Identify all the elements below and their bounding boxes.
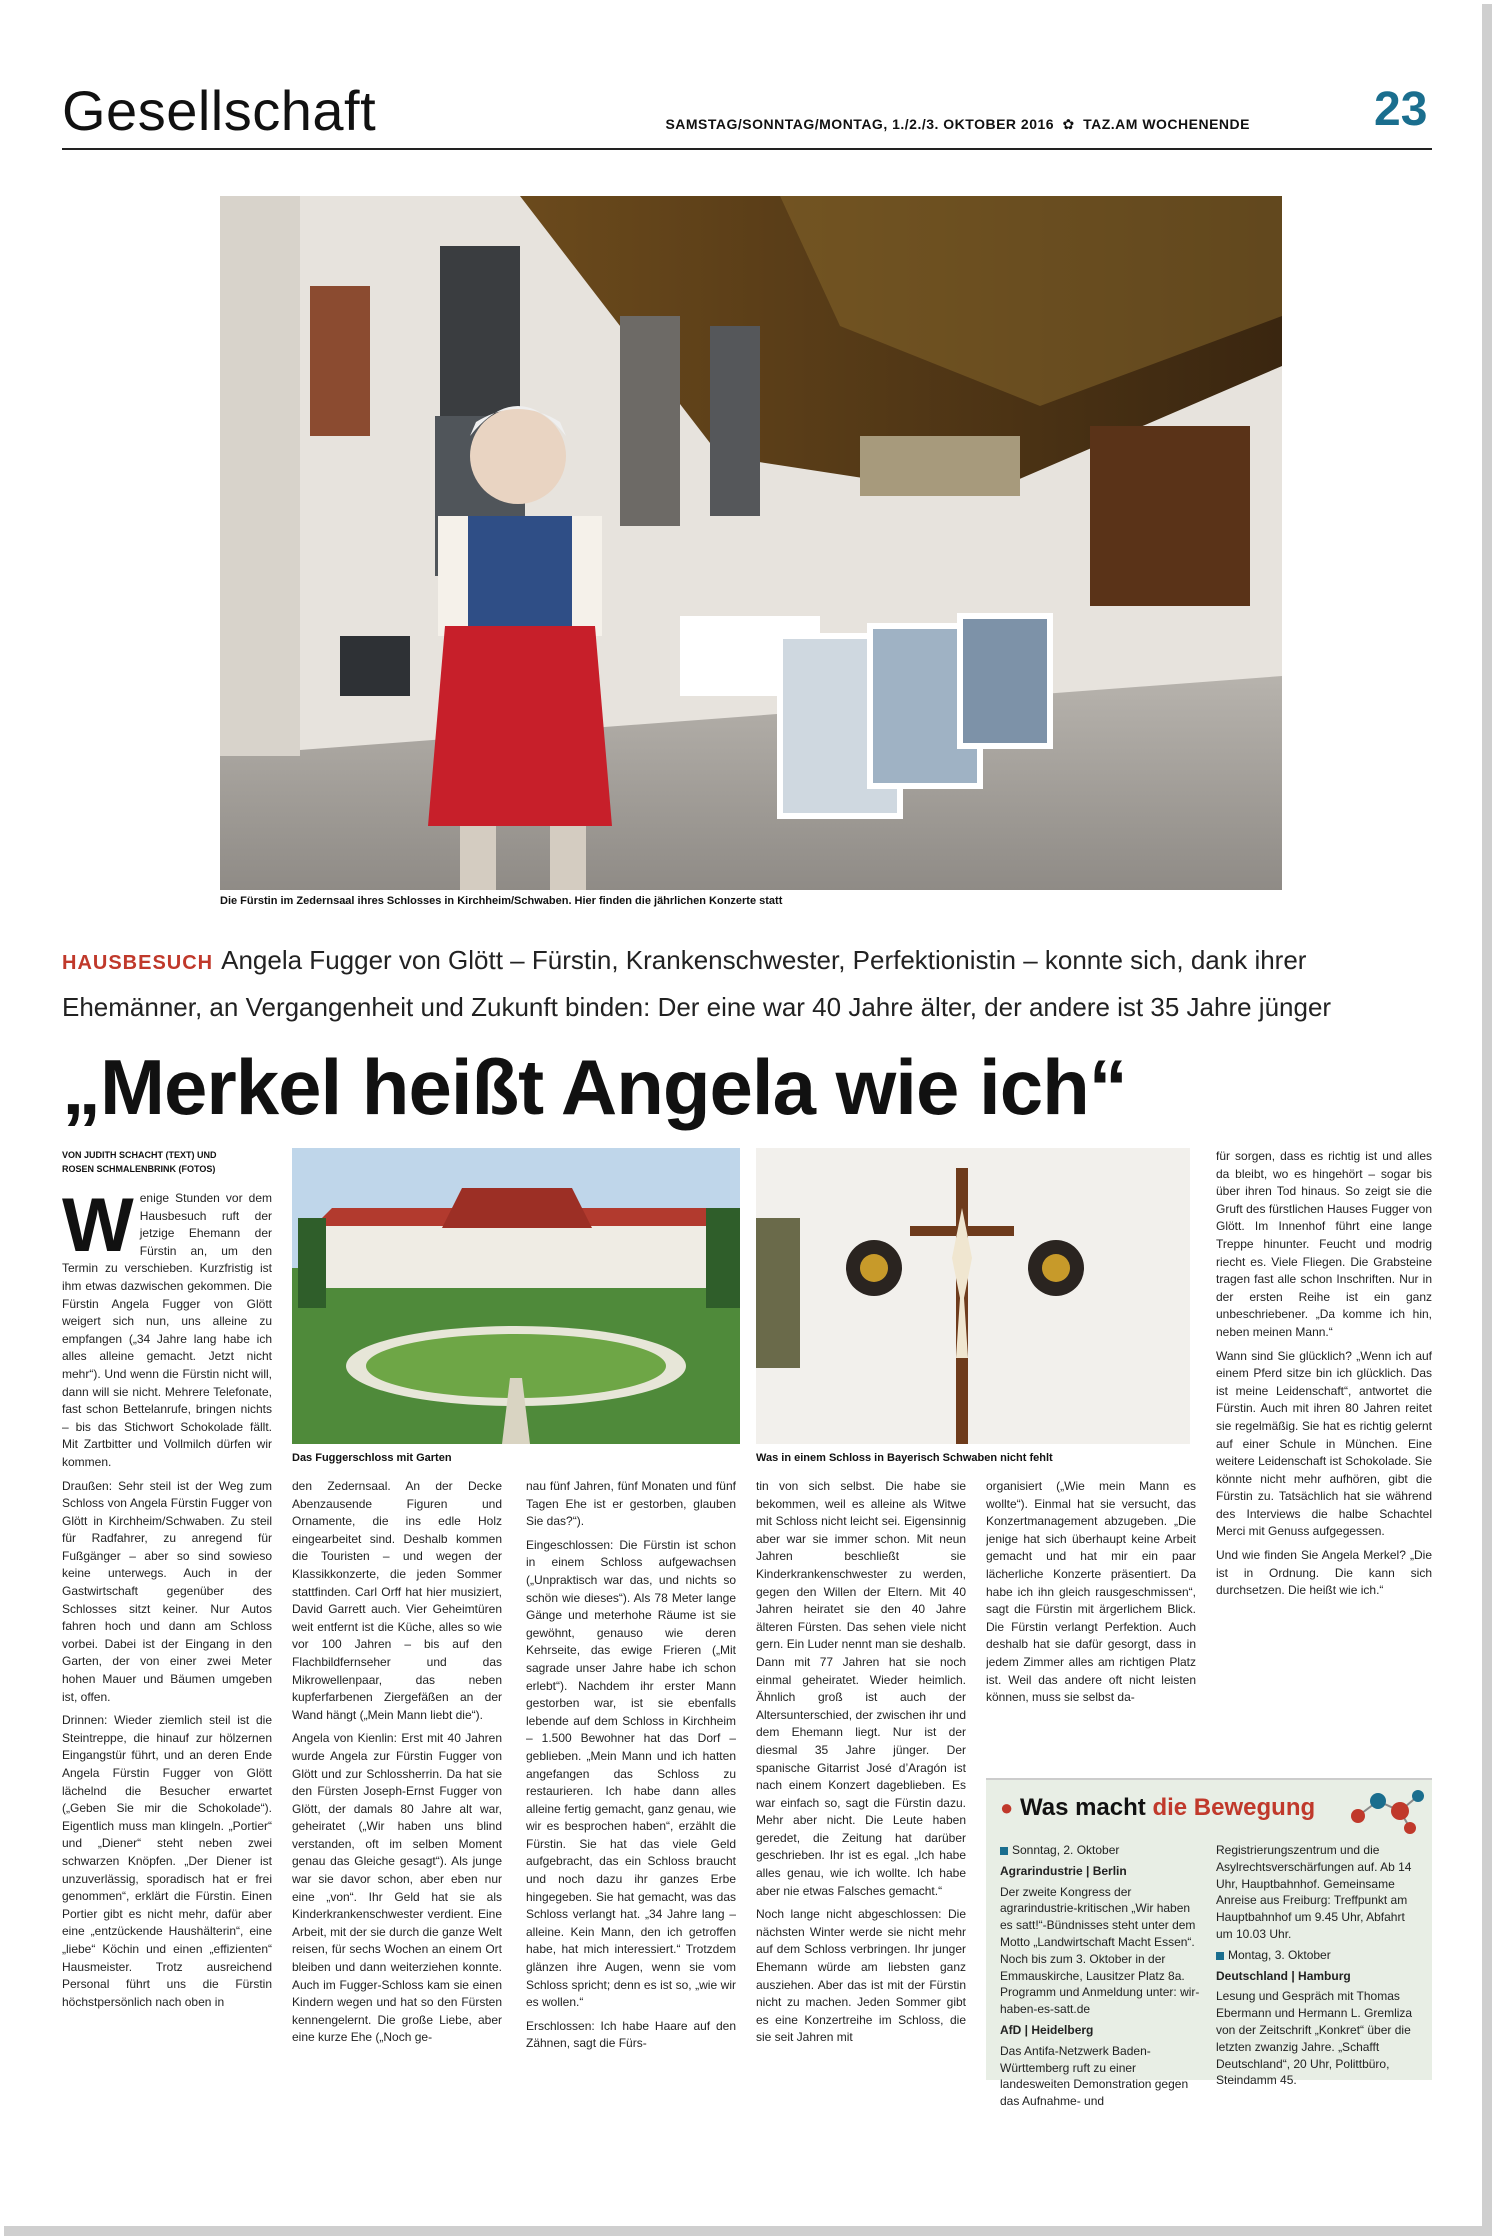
movement-event-text: Der zweite Kongress der agrarindustrie-kritischen „Wir haben es satt!“-Bündnisses steht unter dem Motto „Landwirtschaft Macht Essen“. Noch bis zum 3. Oktober in der Emmauskirche, Lausitzer Platz 8a. Programm und Anmeldung unter: wir-haben-es-satt.de: [1000, 1884, 1200, 2017]
movement-event-title: AfD | Heidelberg: [1000, 2022, 1094, 2037]
movement-event-title: Deutschland | Hamburg: [1216, 1968, 1351, 1983]
dateline: [665, 116, 1250, 133]
section-title: Gesellschaft: [62, 79, 377, 142]
movement-event-text: Registrierungszentrum und die Asylrechtsverschärfungen auf. Ab 14 Uhr, Hauptbahnhof. Gemeinsame Anreise aus Freiburg: Treffpunkt am Hauptbahnhof um 9.45 Uhr, Abfahrt um 10.03 Uhr.: [1216, 1843, 1412, 1941]
article-column-1: [62, 1190, 272, 2070]
col4-paragraph: Noch lange nicht abgeschlossen: Die nächsten Winter werde sie nicht mehr auf dem Schloss verbringen. Ihr junger Ehemann würde am liebsten ganz ausziehen. Aber das ist mit der Fürstin nicht zu machen. Jeden Sommer gibt es eine Konzertreihe im Schloss, die sie seit Jahren mit: [756, 1907, 966, 2045]
col6-paragraph: für sorgen, dass es richtig ist und alles da bleibt, wo es hingehört – sogar bis über ihren Tod hinaus. So zeigt sie die Gruft des fürstlichen Hauses Fugger von Glött. Im Innenhof führt eine lange Treppe hinunter. Feucht und modrig riecht es. Viele Fliegen. Die Grabsteine tragen fast alle schon Inschriften. Nur in der ersten Reihe ist ein ganz unbeschriebener. „Da komme ich hin, neben meinen Mann.“: [1216, 1149, 1432, 1339]
article-column-3: [526, 1478, 736, 2070]
article-column-5: [986, 1478, 1196, 1768]
col4-paragraph: tin von sich selbst. Die habe sie bekommen, weil es alleine als Witwe mit Schloss nicht leicht sei. Eigensinnig aber war sie immer schon. Mit neun Jahren beschließt sie Kinderkrankenschwester zu werden, gegen den Willen der Eltern. Mit 40 Jahren heiratet sie den 40 Jahre älteren Fürsten. Das sehen viele nicht gern. Ein Luder nennt man sie deshalb. Dann mit 77 Jahren hat sie noch einmal geheiratet. Wieder heimlich. Ähnlich groß ist auch der Altersunterschied, der zwischen ihr und dem Ehemann liegt. Nur ist der diesmal 35 Jahre jünger. Der spanische Gitarrist José d’Aragón ist nach einem Konzert dageblieben. Es war einfach so, sagt die Fürstin dazu. Mehr aber nicht. Die Leute haben geredet, die Zeitung hat darüber geschrieben. Ihr ist es egal. „Ich habe alles genau, wie ich wollte. Ich habe aber nie etwas Falsches gemacht.“: [756, 1479, 966, 1898]
byline-line-2: ROSEN SCHMALENBRINK (FOTOS): [62, 1164, 216, 1174]
main-photo: [220, 196, 1282, 890]
date-text: SAMSTAG/SONNTAG/MONTAG, 1./2./3. OKTOBER 2016: [665, 116, 1055, 132]
crucifix-photo: [756, 1148, 1190, 1444]
castle-photo-caption: Das Fuggerschloss mit Garten: [292, 1452, 452, 1464]
col3-paragraph: Erschlossen: Ich habe Haare auf den Zähnen, sagt die Fürs-: [526, 2018, 736, 2051]
bullet-square-icon: [1000, 1847, 1008, 1855]
article-column-4: [756, 1478, 966, 2070]
movement-title-prefix: Was macht: [1019, 1794, 1146, 1821]
intro: [62, 938, 1432, 1029]
movement-title-highlight: die Bewegung: [1152, 1794, 1316, 1821]
kicker-label: HAUSBESUCH: [62, 952, 214, 974]
movement-column-left: [1000, 1842, 1200, 2114]
movement-event-title: Agrarindustrie | Berlin: [1000, 1863, 1127, 1878]
movement-event-date: Sonntag, 2. Oktober: [1000, 1842, 1200, 1859]
page-number: 23: [1374, 83, 1428, 136]
movement-event-date: Montag, 3. Oktober: [1216, 1947, 1418, 1964]
byline-line-1: VON JUDITH SCHACHT (TEXT) UND: [62, 1150, 217, 1160]
col6-paragraph: Wann sind Sie glücklich? „Wenn ich auf einem Pferd sitze bin ich glücklich. Das ist meine Leidenschaft“, antwortet die Fürstin. Auch mit ihren 80 Jahren reitet sie regelmäßig. Sie hat es richtig gelernt auf einer Schule in München. Eine weitere Leidenschaft ist Schokolade. Sie könnte nicht mehr aufhören, gibt die Fürstin zu. Tatsächlich hat sie während des Interviews die halbe Schachtel Merci mit Genuss aufgegessen.: [1216, 1348, 1432, 1539]
article-column-6: [1216, 1148, 1432, 1768]
edition-name: TAZ.AM WOCHENENDE: [1083, 116, 1250, 132]
col2-paragraph: den Zedernsaal. An der Decke Abenzausende Figuren und Ornamente, die ins edle Holz eingearbeitet sind. Deshalb kommen die Touristen – und wegen der Klassikkonzerte, die jeden Sommer stattfinden. Carl Orff hat hier musiziert, David Garrett auch. Vier Geheimtüren weit entfernt ist die Küche, alles so wie vor 100 Jahren – bis auf den Flachbildfernseher und das Mikrowellenpaar, das neben kupferfarbenen Ziergefäßen an der Wand hängt („Mein Mann liebt die“).: [292, 1479, 502, 1722]
byline: [62, 1148, 262, 1176]
col1-paragraph: Draußen: Sehr steil ist der Weg zum Schloss von Angela Fürstin Fugger von Glött in Kirchheim/Schwaben. Zu steil für Radfahrer, zu anregend für Fußgänger – aber so sind sowieso keine unterwegs. Auch in der Gastwirtschaft gegenüber des Schlosses sitzt keiner. Nur Autos fahren hoch und dann am Schloss vorbei. Dabei ist der Eingang in den Garten, der von einer zwei Meter hohen Mauer und Bäumen umgeben ist, offen.: [62, 1478, 272, 1704]
intro-text: Angela Fugger von Glött – Fürstin, Krankenschwester, Perfektionistin – konnte sich, dank ihrer Ehemänner, an Vergangenheit und Zukunft binden: Der eine war 40 Jahre älter, der andere ist 35 Jahre jünger: [62, 945, 1332, 1022]
castle-photo: [292, 1148, 740, 1444]
col1-paragraph: Drinnen: Wieder ziemlich steil ist die Steintreppe, die hinauf zur hölzernen Eingangstür führt, und an deren Ende Angela Fürstin Fugger von Glött lächelnd die Besucher erwartet („Geben Sie mir die Schokolade“). Eigentlich muss man klingeln. „Portier“ und „Diener“ steht neben zwei schwarzen Knöpfen. „Der Diener ist unzuverlässig, sporadisch hat er frei genommen“, erklärt die Fürstin. Einen Portier gibt es nicht mehr, dafür aber eine „entzückende Haushälterin“, eine „liebe“ Köchin und einen „effizienten“ Hausmeister. Trotz ausreichend Personal führt uns die Fürstin höchstpersönlich nach oben in: [62, 1713, 272, 2009]
crucifix-photo-caption: Was in einem Schloss in Bayerisch Schwaben nicht fehlt: [756, 1452, 1053, 1464]
col3-paragraph: Eingeschlossen: Die Fürstin ist schon in einem Schloss aufgewachsen („Unpraktisch war das, und nichts so schön wie dieses“). Als 78 Meter lange Gänge und meterhohe Räume ist sie gewöhnt, genauso wie deren Kehrseite, das ewige Frieren („Mit sagrade unser Jahre habe ich schon erlebt“). Nachdem ihr erster Mann gestorben war, ist sie ebenfalls lebende auf dem Schloss in Kirchheim – 1.500 Bewohner hat das Dorf – geblieben. „Mein Mann und ich hatten angefangen das Schloss zu restaurieren. Ich habe dann alles alleine fertig gemacht, ganz genau, wie wir es besprochen haben“, erzählt die Fürstin. Sie hat das viele Geld aufgebracht, das ein Schloss braucht und noch dazu ihr ganzes Erbe hingegeben. Sie hat gemacht, was das Schloss verlangt hat. „34 Jahre lang – alleine. Kein Mann, den ich getroffen habe, hat mich interessiert.“ Trotzdem glänzen ihre Augen, wenn sie vom Schloss spricht; denn es ist so, „wie wir es wollen.“: [526, 1537, 736, 2010]
col1-paragraph: enige Stunden vor dem Hausbesuch ruft der jetzige Ehemann der Fürstin an, um den Termin zu verschieben. Kurzfristig ist ihm etwas dazwischen gekommen. Die Fürstin Angela Fugger von Glött weigert sich nun, uns alleine zu empfangen („34 Jahre lang habe ich alles alleine gemacht. Jetzt nicht mehr“). Und wenn die Fürstin nicht will, dann will sie nicht. Mehrere Telefonate, fast schon Bettelanrufe, bringen nichts – bis das Stichwort Schokolade fällt. Mit Zartbitter und Vollmilch dürfen wir kommen.: [62, 1191, 272, 1469]
molecule-icon: [1348, 1786, 1428, 1841]
movement-event-text: Lesung und Gespräch mit Thomas Ebermann und Hermann L. Gremliza von der Zeitschrift „Konkret“ über die letzten zwanzig Jahre. „Schafft Deutschland“, 20 Uhr, Polittbüro, Steindamm 45.: [1216, 1989, 1413, 2088]
map-pin-icon: ●: [1000, 1795, 1014, 1820]
movement-column-right: [1216, 1842, 1418, 2093]
bullet-square-icon: [1216, 1952, 1224, 1960]
headline: „Merkel heißt Angela wie ich“: [62, 1043, 1127, 1131]
col3-paragraph: nau fünf Jahren, fünf Monaten und fünf Tagen Ehe ist er gestorben, glauben Sie das?“).: [526, 1479, 736, 1529]
col2-paragraph: Angela von Kienlin: Erst mit 40 Jahren wurde Angela zur Fürstin Fugger von Glött und zur Schlossherrin. Da hat sie den Fürsten Joseph-Ernst Fugger von Glött, der damals 80 Jahre alt war, geheiratet („Wir haben uns blind verstanden, oft im selben Moment genau das Gleiche gesagt“). Als junge war sie davor schon, aber eben nur eine „von“. Ihr Geld hat sie als Kinderkrankenschwester verdient. Eine Arbeit, mit der sie durch die ganze Welt reisen, für sechs Wochen an einem Ort bleiben und dann weiterziehen konnte. Auch im Fugger-Schloss kam sie einen Kindern wegen und hat so den Fürsten kennengelernt. Die große Liebe, aber eine kurze Ehe („Noch ge-: [292, 1731, 502, 2045]
article-column-2: [292, 1478, 502, 2070]
header-rule: [62, 148, 1432, 150]
col6-paragraph: Und wie finden Sie Angela Merkel? „Die ist in Ordnung. Die kann sich durchsetzen. Die heißt wie ich.“: [1216, 1548, 1432, 1598]
movement-event-text: Das Antifa-Netzwerk Baden-Württemberg ruft zu einer landesweiten Demonstration gegen das Aufnahme- und: [1000, 2043, 1189, 2109]
taz-paw-icon: ✿: [1062, 116, 1075, 132]
movement-box: [986, 1778, 1432, 2109]
movement-title: [1000, 1794, 1315, 1822]
dropcap: W: [62, 1190, 134, 1268]
col5-paragraph: organisiert („Wie mein Mann es wollte“). Einmal hat sie versucht, das Konzertmanagement abzugeben. „Die jenige hat sich überhaupt keine Arbeit gemacht und hat mir ein paar lächerliche Konzerte präsentiert. Da habe ich ihn gleich rausgeschmissen“, sagt die Fürstin mit ärgerlichem Blick. Die Fürstin verlangt Perfektion. Auch deshalb hat sie dafür gesorgt, dass in jedem Zimmer alles am richtigen Platz ist. Weil das andere oft nicht leisten können, muss sie selbst da-: [986, 1479, 1196, 1705]
main-photo-caption: Die Fürstin im Zedernsaal ihres Schlosses in Kirchheim/Schwaben. Hier finden die jährlichen Konzerte statt: [220, 895, 783, 907]
